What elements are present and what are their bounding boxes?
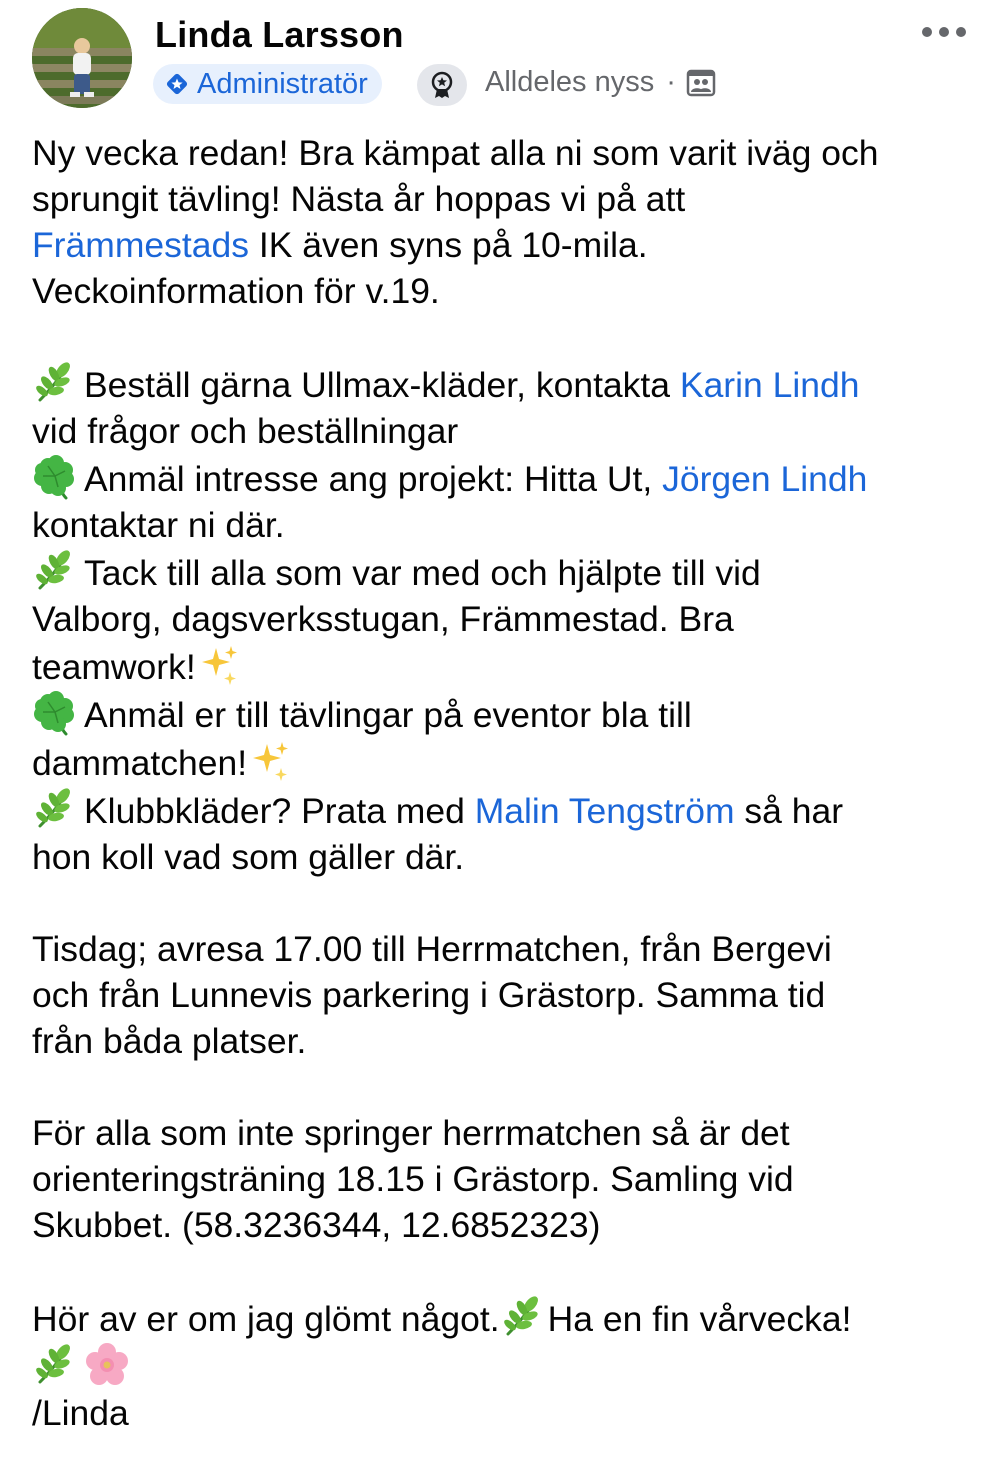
award-badge[interactable]: [417, 64, 467, 106]
admin-badge[interactable]: [153, 64, 382, 104]
mention-jorgen-lindh[interactable]: Jörgen Lindh: [662, 459, 868, 499]
sparkles-emoji-icon: [247, 738, 293, 784]
text-fragment: Anmäl intresse ang projekt: Hitta Ut,: [84, 459, 663, 499]
text-line: Ny vecka redan! Bra kämpat alla ni som varit iväg och: [32, 133, 879, 173]
avatar[interactable]: [32, 8, 132, 108]
text-line: och från Lunnevis parkering i Grästorp. Samma tid: [32, 975, 826, 1015]
text-fragment: teamwork!: [32, 647, 196, 687]
more-options-icon[interactable]: [922, 22, 966, 42]
post-body: [32, 130, 982, 1436]
text-line: [32, 1294, 982, 1342]
text-line: sprungit tävling! Nästa år hoppas vi på att: [32, 179, 686, 219]
post-meta: [485, 66, 716, 99]
author-name[interactable]: Linda Larsson: [155, 14, 404, 55]
list-item: [32, 548, 982, 596]
mention-malin-tengstrom[interactable]: Malin Tengström: [474, 791, 735, 831]
post-header: [0, 0, 1000, 120]
text-line: från båda platser.: [32, 1021, 307, 1061]
cherry-blossom-emoji-icon: [84, 1342, 130, 1388]
admin-badge-label: Administratör: [197, 67, 368, 100]
text-line: hon koll vad som gäller där.: [32, 837, 465, 877]
emoji-line: [32, 1342, 982, 1390]
text-line: Veckoinformation för v.19.: [32, 271, 440, 311]
list-item: [32, 690, 982, 738]
text-fragment: IK även syns på 10-mila.: [249, 225, 648, 265]
award-ribbon-icon: [429, 71, 455, 99]
list-item: [32, 786, 982, 834]
herb-emoji-icon: [32, 360, 78, 406]
text-line: [32, 738, 982, 786]
text-line: [32, 222, 982, 268]
text-line: Tisdag; avresa 17.00 till Herrmatchen, från Bergevi: [32, 929, 832, 969]
herb-emoji-icon: [32, 786, 78, 832]
text-line: För alla som inte springer herrmatchen så är det: [32, 1113, 790, 1153]
mention-karin-lindh[interactable]: Karin Lindh: [679, 365, 860, 405]
herb-emoji-icon: [500, 1294, 546, 1340]
text-fragment: Tack till alla som var med och hjälpte till vid: [84, 553, 761, 593]
admin-diamond-icon: [165, 72, 189, 96]
text-line: Valborg, dagsverksstugan, Främmestad. Bra: [32, 599, 734, 639]
list-item: [32, 360, 982, 408]
text-fragment: Ha en fin vårvecka!: [547, 1299, 852, 1339]
text-fragment: Hör av er om jag glömt något.: [32, 1299, 500, 1339]
timestamp[interactable]: Alldeles nyss: [485, 66, 655, 98]
sparkles-emoji-icon: [196, 642, 242, 688]
text-fragment: Klubbkläder? Prata med: [84, 791, 475, 831]
text-fragment: Anmäl er till tävlingar på eventor bla till: [84, 695, 692, 735]
text-fragment: Beställ gärna Ullmax-kläder, kontakta: [84, 365, 680, 405]
herb-emoji-icon: [32, 548, 78, 594]
herb-emoji-icon: [32, 1342, 78, 1388]
text-fragment: dammatchen!: [32, 743, 248, 783]
list-item: [32, 454, 982, 502]
four-leaf-clover-icon: [32, 690, 78, 736]
meta-separator: ·: [666, 66, 676, 98]
text-line: Skubbet. (58.3236344, 12.6852323): [32, 1205, 601, 1245]
group-icon[interactable]: [686, 68, 716, 98]
text-line: vid frågor och beställningar: [32, 411, 459, 451]
text-line: [32, 642, 982, 690]
four-leaf-clover-icon: [32, 454, 78, 500]
text-line: orienteringsträning 18.15 i Grästorp. Samling vid: [32, 1159, 794, 1199]
text-fragment: så har: [734, 791, 844, 831]
club-link[interactable]: Främmestads: [32, 225, 249, 265]
signature: /Linda: [32, 1393, 129, 1433]
text-line: kontaktar ni där.: [32, 505, 285, 545]
